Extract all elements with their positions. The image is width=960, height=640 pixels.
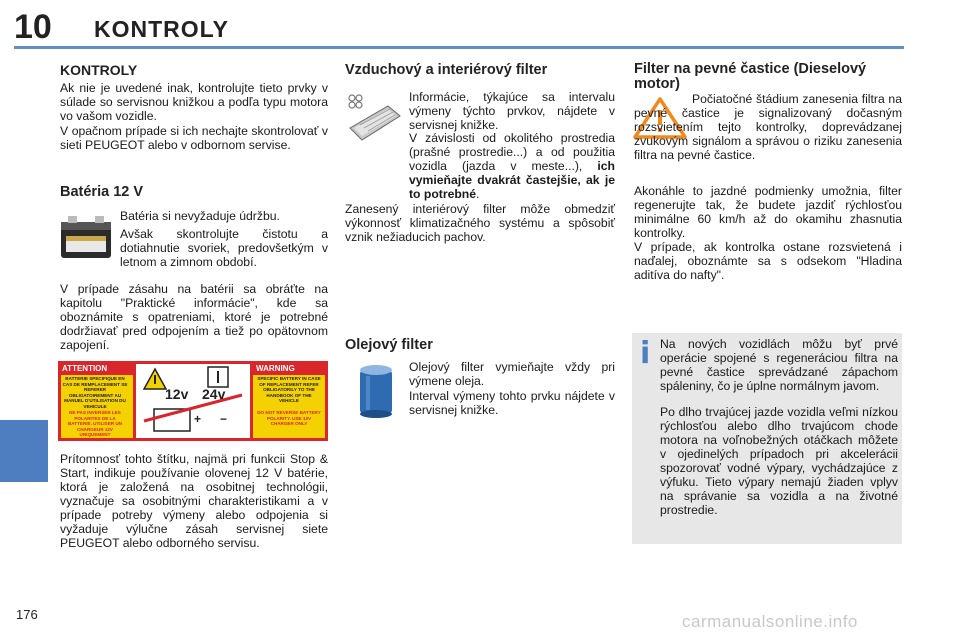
section-title-oil-filter: Olejový filter	[345, 337, 433, 353]
label-warning: WARNING	[256, 364, 295, 373]
info-paragraph-2: Po dlho trvajúcej jazde vozidla veľmi nízkou rýchlosťou alebo dlho trvajúcom chode motora na voľnobežných otáčkach môžete v ojedinelých prípadoch pri akcelerácii spozorovať vodné výpary, vychádzajúce z výfuku. Tieto výpary nemajú žiaden vplyv na správanie sa vozidla a na životné prostredie.	[660, 405, 898, 517]
info-icon: i	[640, 336, 651, 371]
battery-icon	[58, 212, 114, 262]
label-right-top-text: SPECIFIC BATTERY IN CASE OF REPLACEMENT REFER OBLIGATORILY TO THE HANDBOOK OF THE VEHICLE	[257, 376, 321, 403]
particle-filter-paragraph-3: V prípade, ak kontrolka ostane rozsvietená i naďalej, oboznámte sa s odsekom "Hladina aditíva do nafty".	[634, 240, 902, 282]
battery-paragraph-3: V prípade zásahu na batérii sa obráťte na kapitolu "Praktické informácie", kde sa oboznámite s opatreniami, ktoré je potrebné dodržiavať pred odpojením a tiež po opätovnom zapojení.	[60, 282, 328, 352]
watermark: carmanualsonline.info	[682, 612, 858, 631]
section-title-particle-filter: Filter na pevné častice (Dieselový motor)	[634, 61, 867, 92]
section-title-air-filter: Vzduchový a interiérový filter	[345, 62, 548, 78]
label-12v: 12v	[165, 386, 189, 402]
label-plus: +	[194, 412, 202, 426]
battery-paragraph-2: Avšak skontrolujte čistotu a dotiahnutie svoriek, predovšetkým v letnom a zimnom období.	[120, 227, 328, 269]
battery-paragraph-4: Prítomnosť tohto štítku, najmä pri funkcii Stop & Start, indikuje používanie olovenej 12 V batérie, ktorá je založená na osobitnej technológii, vyznačuje sa osobitnými charakteristikami a v prípade potreby výmeny alebo odpojenia si vyžaduje výlučne zásah servisnej siete PEUGEOT alebo odborného servisu.	[60, 452, 328, 550]
section-title-battery: Batéria 12 V	[60, 184, 144, 200]
header-rule	[14, 46, 904, 49]
chapter-number: 10	[14, 8, 52, 46]
oil-filter-paragraph-2: Interval výmeny tohto prvku nájdete v servisnej knižke.	[409, 389, 615, 417]
air-filter-icon	[346, 92, 402, 148]
info-paragraph-1: Na nových vozidlách môžu byť prvé operácie spojené s regeneráciou filtra na pevné častice sprevádzané zápachom spáleniny, čo je úplne normálnym javom.	[660, 337, 898, 393]
section-title-kontroly: KONTROLY	[60, 62, 138, 78]
label-attention: ATTENTION	[62, 364, 108, 373]
kontroly-paragraph-2: V opačnom prípade si ich nechajte skontrolovať v sieti PEUGEOT alebo v odbornom servise.	[60, 124, 328, 152]
label-minus: −	[220, 412, 228, 426]
particle-filter-paragraph-1: Počiatočné štádium zanesenia filtra na pevné častice je signalizovaný dočasným rozsvietením tejto kontrolky, doprevádzanej zvukovým signálom a správou o riziku zanesenia filtra na pevné častice.	[634, 92, 902, 162]
oil-filter-paragraph-1: Olejový filter vymieňajte vždy pri výmene oleja.	[409, 360, 615, 388]
oil-filter-icon	[354, 362, 398, 418]
label-right-bottom-text: DO NOT REVERSE BATTERY POLARITY. USE 12V CHARGER ONLY	[257, 410, 321, 426]
label-left-top-text: BATTERIE SPECIFIQUE EN CAS DE REMPLACEMENT SE REFERER OBLIGATOIREMENT AU MANUEL D'UTILISATION DU VEHICULE	[62, 376, 128, 409]
label-left-bottom-text: NE PAS INVERSER LES POLARITES DE LA BATTERIE. UTILISER UN CHARGEUR 12V UNIQUEMENT	[67, 410, 123, 437]
particle-filter-paragraph-2: Akonáhle to jazdné podmienky umožnia, filter regenerujte tak, že budete jazdiť rýchlosťou minimálne 60 km/h až do okamihu zhasnutia kontrolky.	[634, 184, 902, 240]
chapter-side-tab	[0, 420, 48, 482]
air-filter-paragraph-1: Informácie, týkajúce sa intervalu výmeny týchto prvkov, nájdete v servisnej knižke.	[409, 90, 615, 132]
page-number: 176	[16, 607, 38, 622]
kontroly-paragraph-1: Ak nie je uvedené inak, kontrolujte tieto prvky v súlade so servisnou knižkou a podľa typu motora vo vašom vozidle.	[60, 81, 328, 123]
chapter-title: KONTROLY	[94, 16, 229, 42]
air-filter-paragraph-3: Zanesený interiérový filter môže obmedziť výkonnosť klimatizačného systému a spôsobiť vznik nežiaducich pachov.	[345, 202, 615, 244]
air-filter-paragraph-2: V závislosti od okolitého prostredia (prašné prostredie...) a od použitia vozidla (jazda v meste...), ich vymieňajte dvakrát častejšie, ak je to potrebné.	[409, 131, 615, 201]
label-24v: 24v	[202, 386, 226, 402]
battery-paragraph-1: Batéria si nevyžaduje údržbu.	[120, 209, 280, 223]
